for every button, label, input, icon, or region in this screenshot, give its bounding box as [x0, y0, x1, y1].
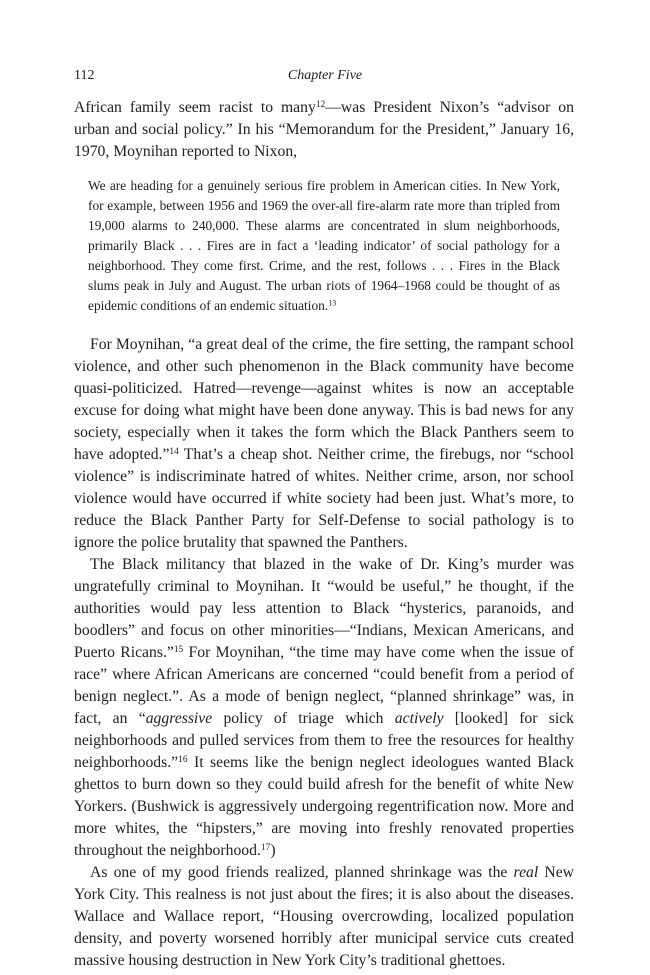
paragraph-3: [74, 554, 574, 862]
page-number: 112: [74, 68, 95, 83]
body-text: [74, 97, 574, 972]
paragraph-4: [74, 862, 574, 972]
footnote-ref-15: 15: [173, 644, 184, 655]
footnote-ref-14: 14: [169, 446, 179, 457]
emphasis-real: real: [513, 864, 539, 881]
text-span: [looked] for sick neighborhoods and pulled services from them to free the resources for healthy neighborhoods.”: [74, 710, 575, 771]
text-span: It seems like the benign neglect ideologues wanted Black ghettos to burn down so they could build afresh for the benefit of white New Yorkers. (Bushwick is aggressively undergoing regentrification now. More and more whites, the “hipsters,” are moving into freshly renovated properties throughout the neighborhood.: [74, 754, 574, 859]
running-head: Chapter Five: [287, 68, 363, 83]
text-span: The Black militancy that blazed in the wake of Dr. King’s murder was ungratefully criminal to Moynihan. It “would be useful,” he thought, if the authorities would pay less attention to Black “hysterics, paranoids, and boodlers” and focus on other minorities—“Indians, Mexican Americans, and Puerto Ricans.”: [74, 556, 574, 661]
paragraph-1: [74, 97, 574, 163]
text-span: For Moynihan, “a great deal of the crime, the fire setting, the rampant school violence, and other such phenomenon in the Black community have become quasi-politicized. Hatred—revenge—against whites is now an acceptable excuse for doing what might have been done anyway. This is bad news for any society, especially when it takes the form which the Black Panthers seem to have adopted.”: [74, 336, 574, 463]
footnote-ref-12: 12: [315, 99, 326, 110]
text-span: That’s a cheap shot. Neither crime, the firebugs, nor “school violence” is indiscriminate hatred of whites. Neither crime, arson, nor school violence would have occurred if white society had been just. What’s more, to reduce the Black Panther Party for Self-Defense to social pathology is to ignore the police brutality that spawned the Panthers.: [74, 446, 574, 551]
text-span: —was President Nixon’s “advisor on urban and social policy.” In his “Memorandum for the President,” January 16, 1970, Moynihan reported to Nixon,: [74, 99, 574, 160]
text-span: African family seem racist to many: [74, 99, 316, 116]
emphasis-actively: actively: [394, 710, 444, 727]
text-span: policy of triage which: [212, 710, 395, 727]
text-span: As one of my good friends realized, planned shrinkage was the: [90, 864, 514, 881]
quote-text: We are heading for a genuinely serious fire problem in American cities. In New York, for example, between 1956 and 1969 the over-all fire-alarm rate more than tripled from 19,000 alarms to 240,000. These alarms are concentrated in slum neighborhoods, primarily Black . . . Fires are in fact a ‘leading indicator’ of social pathology for a neighborhood. They come first. Crime, and the rest, follows . . . Fires in the Black slums peak in July and August. The urban riots of 1964–1968 could be thought of as epidemic conditions of an endemic situation.: [88, 178, 560, 313]
footnote-ref-13: 13: [328, 298, 337, 308]
text-span: For Moynihan, “the time may have come when the issue of race” where African Americans are concerned “could benefit from a period of benign neglect.”. As a mode of benign neglect, “planned shrinkage” was, in fact, an “: [74, 644, 574, 727]
emphasis-aggressive: aggressive: [145, 710, 213, 727]
paragraph-2: [74, 334, 574, 554]
block-quote: [88, 176, 560, 316]
footnote-ref-16: 16: [178, 754, 188, 765]
text-span: New York City. This realness is not just about the fires; it is also about the diseases. Wallace and Wallace report, “Housing overcrowding, localized population density, and poverty worsened horribly after municipal service cuts created massive housing destruction in New York City’s traditional ghettoes.: [74, 864, 575, 969]
footnote-ref-17: 17: [260, 842, 271, 853]
text-span: ): [270, 842, 276, 859]
